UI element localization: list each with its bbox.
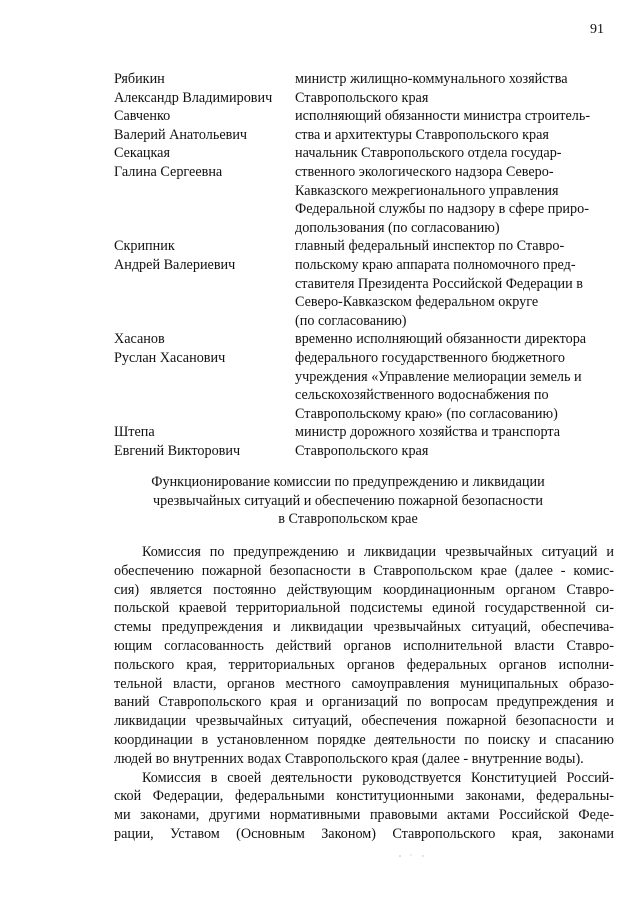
member-name-line: Евгений Викторович bbox=[114, 442, 241, 459]
member-role-line: Ставропольского края bbox=[295, 89, 429, 106]
member-name-line: Александр Владимирович bbox=[114, 89, 273, 106]
member-name bbox=[114, 237, 295, 330]
member-role bbox=[295, 144, 614, 237]
member-role-line: (по согласованию) bbox=[295, 312, 407, 329]
member-role bbox=[295, 107, 614, 144]
paragraph-line: ющим согласованность действий органов исполнительной власти Ставро- bbox=[114, 637, 614, 654]
member-entry bbox=[114, 423, 614, 460]
member-role-line: исполняющий обязанности министра строитель- bbox=[295, 108, 591, 125]
member-name bbox=[114, 70, 295, 107]
member-name bbox=[114, 107, 295, 144]
body-text bbox=[114, 543, 614, 844]
member-role-line: ставителя Президента Российской Федерации в bbox=[295, 275, 583, 292]
member-name bbox=[114, 330, 295, 423]
member-role bbox=[295, 330, 614, 423]
member-name-line: Галина Сергеевна bbox=[114, 163, 223, 180]
paragraph bbox=[114, 543, 614, 769]
paragraph-line: польской краевой территориальной подсистемы единой государственной си- bbox=[114, 600, 614, 617]
member-role-line: Ставропольского края bbox=[295, 442, 429, 459]
member-name-line: Штепа bbox=[114, 424, 155, 441]
member-role-line: Ставропольскому краю» (по согласованию) bbox=[295, 405, 558, 422]
member-role-line: Федеральной службы по надзору в сфере приро- bbox=[295, 201, 589, 218]
page-number: 91 bbox=[590, 22, 604, 37]
member-name-line: Секацкая bbox=[114, 145, 171, 162]
paragraph-line: ликвидации чрезвычайных ситуаций, обеспечения пожарной безопасности и bbox=[114, 713, 614, 730]
member-name-line: Хасанов bbox=[114, 331, 165, 348]
member-role-line: допользования (по согласованию) bbox=[295, 219, 500, 236]
paragraph-line: рации, Уставом (Основным Законом) Ставропольского края, законами bbox=[114, 825, 614, 842]
member-name-line: Савченко bbox=[114, 108, 171, 125]
section-title-line: в Ставропольском крае bbox=[278, 511, 418, 528]
member-entry bbox=[114, 107, 614, 144]
member-name-line: Рябикин bbox=[114, 71, 165, 87]
paragraph-line: ваний Ставропольского края и организаций по вопросам предупреждения и bbox=[114, 694, 614, 711]
member-role-line: главный федеральный инспектор по Ставро- bbox=[295, 238, 565, 255]
member-role-line: ства и архитектуры Ставропольского края bbox=[295, 126, 549, 143]
member-name-line: Руслан Хасанович bbox=[114, 349, 226, 366]
section-title bbox=[100, 473, 596, 529]
paragraph-line: координации в установленном порядке деятельности по поиску и спасанию bbox=[114, 731, 614, 748]
section-title-line: Функционирование комиссии по предупреждению и ликвидации bbox=[151, 474, 545, 490]
member-entry bbox=[114, 237, 614, 330]
member-role-line: министр жилищно-коммунального хозяйства bbox=[295, 71, 568, 87]
member-name-line: Андрей Валериевич bbox=[114, 256, 236, 273]
paragraph-line: Комиссия в своей деятельности руководствуется Конституцией Россий- bbox=[142, 769, 614, 786]
paragraph-line: тельной власти, органов местного самоуправления муниципальных образо- bbox=[114, 675, 614, 692]
member-name bbox=[114, 144, 295, 237]
member-role-line: министр дорожного хозяйства и транспорта bbox=[295, 424, 561, 441]
member-role-line: начальник Ставропольского отдела государ- bbox=[295, 145, 562, 162]
member-role-line: Кавказского межрегионального управления bbox=[295, 182, 559, 199]
member-role-line: польскому краю аппарата полномочного пред- bbox=[295, 256, 576, 273]
member-name-line: Валерий Анатольевич bbox=[114, 126, 248, 143]
member-role-line: ственного экологического надзора Северо- bbox=[295, 163, 554, 180]
member-role-line: Северо-Кавказском федеральном округе bbox=[295, 294, 539, 311]
member-entry bbox=[114, 330, 614, 423]
paragraph bbox=[114, 769, 614, 844]
paragraph-line: Комиссия по предупреждению и ликвидации чрезвычайных ситуаций и bbox=[142, 544, 614, 560]
paragraph-line: обеспечению пожарной безопасности в Ставропольском крае (далее - комис- bbox=[114, 562, 614, 579]
member-entry bbox=[114, 70, 614, 107]
paragraph-line: стемы предупреждения и ликвидации чрезвычайных ситуаций, обеспечива- bbox=[114, 619, 614, 636]
member-name bbox=[114, 423, 295, 460]
member-role bbox=[295, 237, 614, 330]
members-list bbox=[114, 70, 614, 460]
section-title-line: чрезвычайных ситуаций и обеспечению пожарной безопасности bbox=[152, 492, 544, 509]
member-role-line: федерального государственного бюджетного bbox=[295, 349, 565, 366]
member-role-line: сельскохозяйственного водоснабжения по bbox=[295, 387, 549, 404]
scan-speck-mark bbox=[397, 853, 437, 859]
member-role-line: временно исполняющий обязанности директора bbox=[295, 331, 587, 348]
member-role bbox=[295, 423, 614, 460]
member-name-line: Скрипник bbox=[114, 238, 175, 255]
paragraph-line: польского края, территориальных органов федеральных органов исполни- bbox=[114, 656, 614, 673]
member-role-line: учреждения «Управление мелиорации земель и bbox=[295, 368, 582, 385]
paragraph-line: ской Федерации, федеральными конституционными законами, федеральны- bbox=[114, 788, 614, 805]
member-entry bbox=[114, 144, 614, 237]
member-role bbox=[295, 70, 614, 107]
paragraph-line: сия) является постоянно действующим координационным органом Ставро- bbox=[114, 581, 614, 598]
paragraph-line: людей во внутренних водах Ставропольского края (далее - внутренние воды). bbox=[114, 750, 584, 767]
paragraph-line: ми законами, другими нормативными правовыми актами Российской Феде- bbox=[114, 807, 614, 824]
